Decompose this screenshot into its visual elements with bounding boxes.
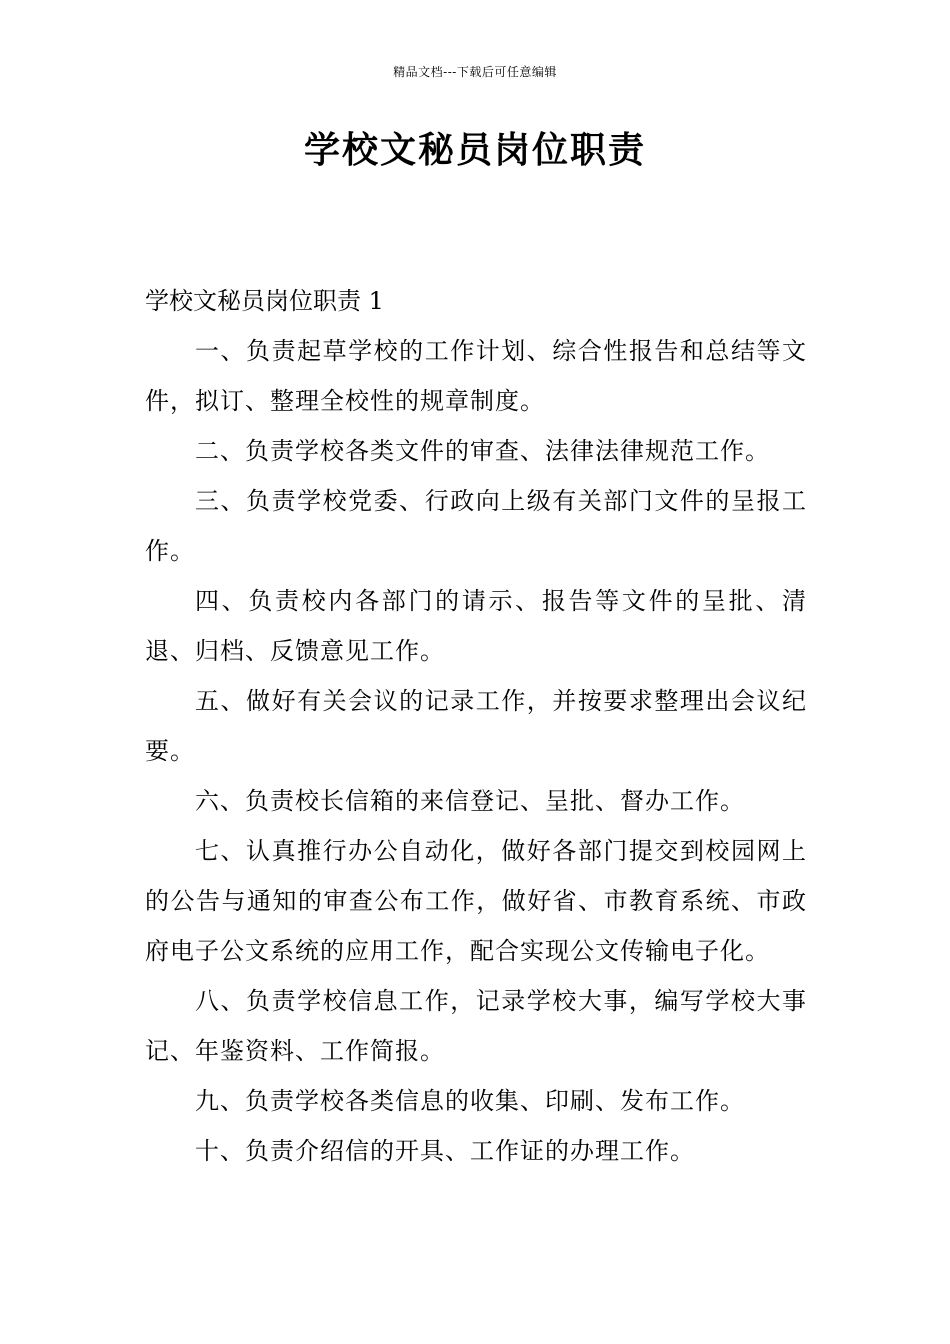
paragraph-2: 二、负责学校各类文件的审查、法律法律规范工作。 bbox=[195, 437, 770, 465]
header-note: 精品文档---下载后可任意编辑 bbox=[393, 65, 557, 79]
document-title: 学校文秘员岗位职责 bbox=[303, 130, 646, 171]
paragraph-7: 七、认真推行办公自动化，做好各部门提交到校园网上的公告与通知的审查公布工作，做好省、市教育系统、市政府电子公文系统的应用工作，配合实现公文传输电子化。 bbox=[145, 837, 807, 965]
paragraph-3: 三、负责学校党委、行政向上级有关部门文件的呈报工作。 bbox=[145, 487, 807, 565]
paragraph-8: 八、负责学校信息工作，记录学校大事，编写学校大事记、年鉴资料、工作简报。 bbox=[145, 987, 807, 1065]
document-body bbox=[145, 276, 807, 1176]
paragraph-4: 四、负责校内各部门的请示、报告等文件的呈批、清退、归档、反馈意见工作。 bbox=[145, 587, 807, 665]
paragraph-6: 六、负责校长信箱的来信登记、呈批、督办工作。 bbox=[195, 787, 745, 815]
section-heading: 学校文秘员岗位职责 1 bbox=[145, 287, 384, 315]
paragraph-10: 十、负责介绍信的开具、工作证的办理工作。 bbox=[195, 1137, 695, 1165]
paragraph-5: 五、做好有关会议的记录工作，并按要求整理出会议纪要。 bbox=[145, 687, 807, 765]
paragraph-1: 一、负责起草学校的工作计划、综合性报告和总结等文件，拟订、整理全校性的规章制度。 bbox=[145, 337, 807, 415]
paragraph-9: 九、负责学校各类信息的收集、印刷、发布工作。 bbox=[195, 1087, 745, 1115]
